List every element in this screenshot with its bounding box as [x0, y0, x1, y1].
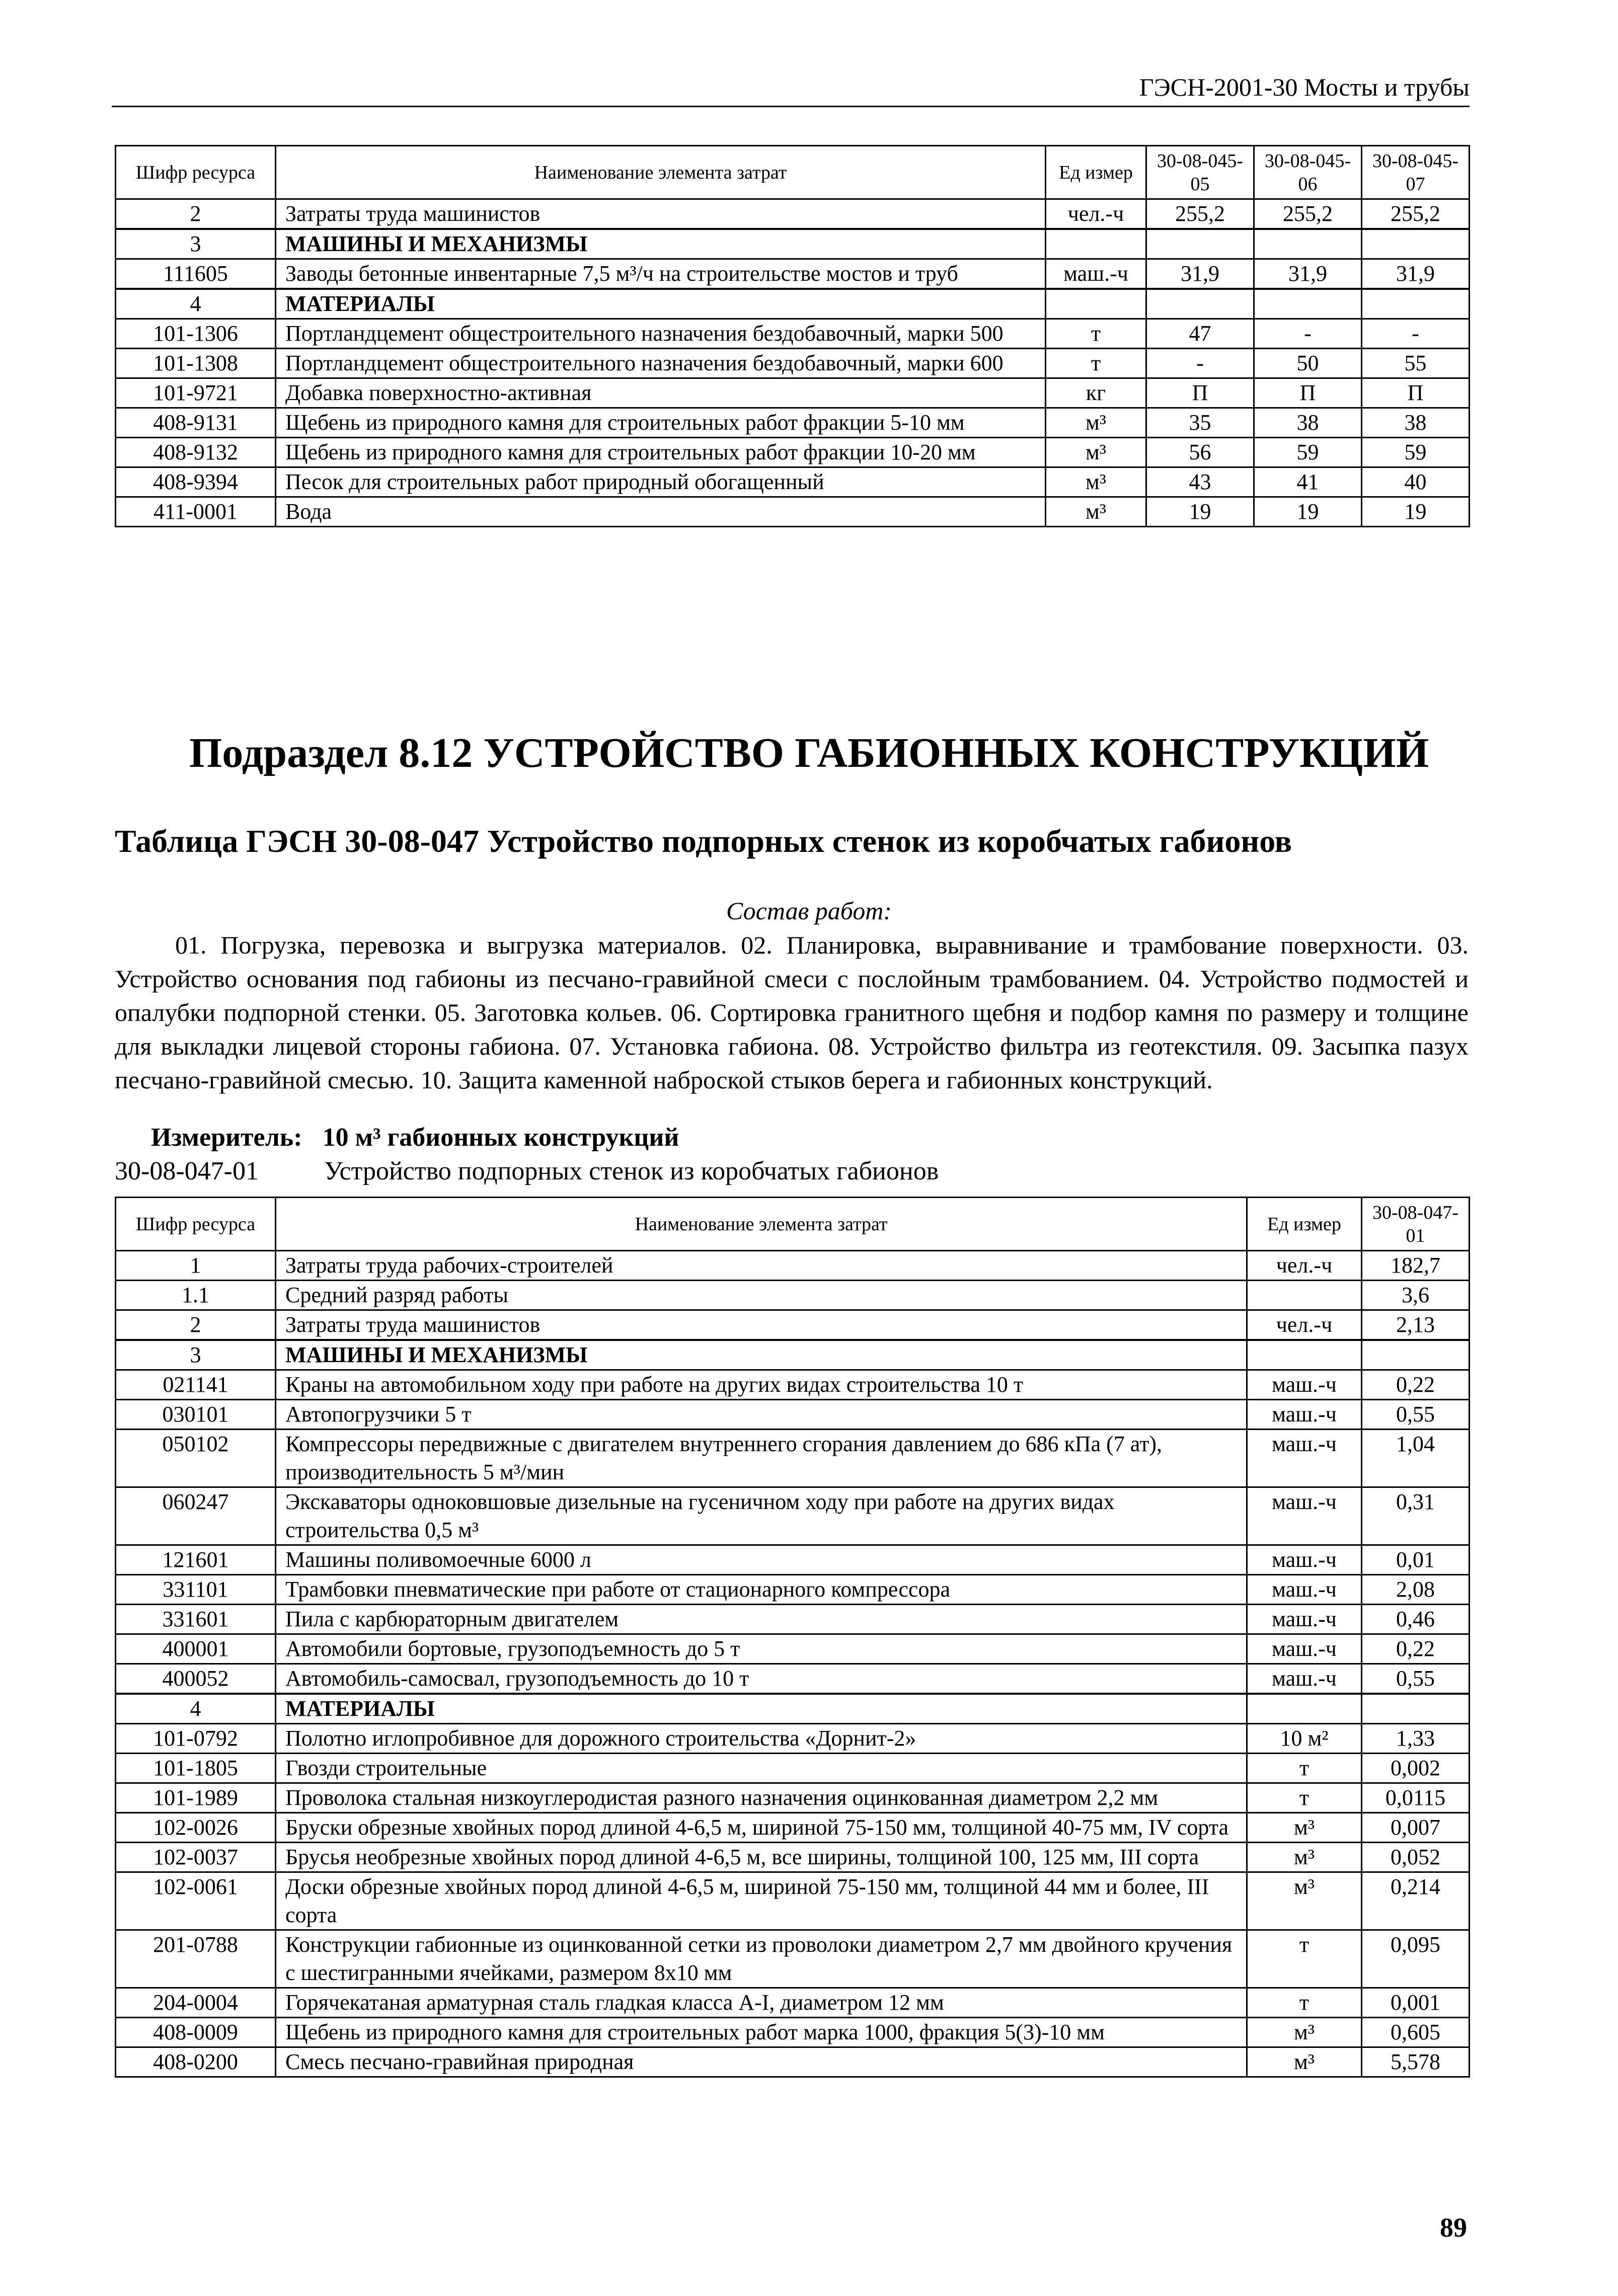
table-row: [116, 2018, 1470, 2047]
table-title: Таблица ГЭСН 30-08-047 Устройство подпорных стенок из коробчатых габионов: [115, 823, 1292, 859]
resource-code: 201-0788: [116, 1930, 276, 1988]
resource-code: 400001: [116, 1634, 276, 1664]
norm-value: 59: [1362, 438, 1470, 467]
norm-value: 0,001: [1362, 1988, 1470, 2018]
resource-code: 3: [116, 1340, 276, 1370]
table-body: [116, 1251, 1470, 2077]
table-row: [116, 319, 1470, 349]
unit: маш.-ч: [1046, 259, 1146, 289]
norm-value: 38: [1254, 408, 1362, 438]
table-row: [116, 1487, 1470, 1545]
resource-name: Затраты труда машинистов: [276, 1310, 1247, 1340]
table-row: [116, 1281, 1470, 1310]
norm-value: 255,2: [1254, 199, 1362, 229]
table-header-row: [116, 146, 1470, 199]
resource-code: 1: [116, 1251, 276, 1281]
norm-value: [1362, 289, 1470, 319]
table-row: [116, 1575, 1470, 1605]
resource-name: Экскаваторы одноковшовые дизельные на гусеничном ходу при работе на других видах строительства 0,5 м³: [276, 1487, 1247, 1545]
norm-value: [1362, 1694, 1470, 1724]
norm-value: 0,605: [1362, 2018, 1470, 2047]
col-header-name: Наименование элемента затрат: [276, 1198, 1247, 1251]
unit: м³: [1247, 1843, 1362, 1872]
unit: маш.-ч: [1247, 1634, 1362, 1664]
resource-code: 101-1306: [116, 319, 276, 349]
resource-name: Горячекатаная арматурная сталь гладкая класса А-I, диаметром 12 мм: [276, 1988, 1247, 2018]
resource-name: Пила с карбюраторным двигателем: [276, 1605, 1247, 1634]
table-row: [116, 467, 1470, 497]
norm-value: 182,7: [1362, 1251, 1470, 1281]
norm-value: 0,22: [1362, 1634, 1470, 1664]
unit: маш.-ч: [1247, 1370, 1362, 1400]
norm-value: -: [1146, 349, 1254, 378]
unit: м³: [1046, 408, 1146, 438]
norm-value: 0,22: [1362, 1370, 1470, 1400]
measure-line: [151, 1125, 679, 1151]
resource-name: Вода: [276, 497, 1046, 527]
unit: [1247, 1694, 1362, 1724]
norm-value: 0,55: [1362, 1664, 1470, 1694]
table-header-row: [116, 1198, 1470, 1251]
unit: маш.-ч: [1247, 1545, 1362, 1575]
resource-name: Щебень из природного камня для строительных работ фракции 5-10 мм: [276, 408, 1046, 438]
running-header-title: ГЭСН-2001-30 Мосты и трубы: [1139, 73, 1470, 101]
resource-name: Смесь песчано-гравийная природная: [276, 2047, 1247, 2077]
norm-value: 31,9: [1254, 259, 1362, 289]
norm-value: 19: [1362, 497, 1470, 527]
resource-code: 4: [116, 1694, 276, 1724]
table-row: [116, 408, 1470, 438]
resource-code: 101-1989: [116, 1783, 276, 1813]
resource-name: Щебень из природного камня для строительных работ фракции 10-20 мм: [276, 438, 1046, 467]
norm-value: 0,46: [1362, 1605, 1470, 1634]
table-row: [116, 1545, 1470, 1575]
table-row: [116, 1634, 1470, 1664]
unit: чел.-ч: [1247, 1251, 1362, 1281]
table-row: [116, 1783, 1470, 1813]
table-body: [116, 199, 1470, 527]
unit: маш.-ч: [1247, 1664, 1362, 1694]
norm-value: 0,095: [1362, 1930, 1470, 1988]
table-row: [116, 259, 1470, 289]
composition-text: 01. Погрузка, перевозка и выгрузка материалов. 02. Планировка, выравнивание и трамбование поверхности. 03. Устройство основания под габионы из песчано-гравийной смеси с послойным трамбованием. 04. Устройство подмостей и опалубки подпорной стенки. 05. Заготовка кольев. 06. Сортировка гранитного щебня и подбор камня по размеру и толщине для выкладки лицевой стороны габиона. 07. Установка габиона. 08. Устройство фильтра из геотекстиля. 09. Засыпка пазух песчано-гравийной смесью. 10. Защита каменной наброской стыков берега и габионных конструкций.: [115, 931, 1469, 1094]
section-row: [116, 1340, 1470, 1370]
norm-value: -: [1254, 319, 1362, 349]
resource-name: Портландцемент общестроительного назначения бездобавочный, марки 500: [276, 319, 1046, 349]
norm-value: 55: [1362, 349, 1470, 378]
norm-value: П: [1254, 378, 1362, 408]
norm-code-line: [115, 1158, 939, 1184]
resource-code: 2: [116, 1310, 276, 1340]
unit: 10 м²: [1247, 1724, 1362, 1754]
resource-code: 400052: [116, 1664, 276, 1694]
resource-name: Бруски обрезные хвойных пород длиной 4-6,5 м, шириной 75-150 мм, толщиной 40-75 мм, IV сорта: [276, 1813, 1247, 1843]
resource-name: Трамбовки пневматические при работе от стационарного компрессора: [276, 1575, 1247, 1605]
norm-value: 0,55: [1362, 1400, 1470, 1430]
col-header-code: Шифр ресурса: [116, 1198, 276, 1251]
resource-name: Средний разряд работы: [276, 1281, 1247, 1310]
table-row: [116, 1988, 1470, 2018]
table-row: [116, 1843, 1470, 1872]
norm-value: 0,01: [1362, 1545, 1470, 1575]
running-header: [112, 74, 1470, 107]
unit: м³: [1046, 497, 1146, 527]
norm-value: П: [1146, 378, 1254, 408]
table-row: [116, 199, 1470, 229]
unit: маш.-ч: [1247, 1605, 1362, 1634]
norm-value: 40: [1362, 467, 1470, 497]
resource-name: Затраты труда рабочих-строителей: [276, 1251, 1247, 1281]
resource-code: 331101: [116, 1575, 276, 1605]
resource-name: Брусья необрезные хвойных пород длиной 4-6,5 м, все ширины, толщиной 100, 125 мм, III сорта: [276, 1843, 1247, 1872]
table-row: [116, 1664, 1470, 1694]
norm-code: 30-08-047-01: [115, 1157, 259, 1185]
unit: [1247, 1281, 1362, 1310]
resource-code: 3: [116, 229, 276, 259]
table-row: [116, 2047, 1470, 2077]
unit: чел.-ч: [1046, 199, 1146, 229]
resource-code: 1.1: [116, 1281, 276, 1310]
resource-name: МАШИНЫ И МЕХАНИЗМЫ: [276, 229, 1046, 259]
resource-code: 101-9721: [116, 378, 276, 408]
norm-value: 2,08: [1362, 1575, 1470, 1605]
resource-name: Автомобиль-самосвал, грузоподъемность до 10 т: [276, 1664, 1247, 1694]
table-row: [116, 1930, 1470, 1988]
resource-code: 408-0200: [116, 2047, 276, 2077]
resource-code: 101-1805: [116, 1754, 276, 1783]
resource-code: 102-0037: [116, 1843, 276, 1872]
resource-code: 030101: [116, 1400, 276, 1430]
norm-value: 0,0115: [1362, 1783, 1470, 1813]
unit: м³: [1247, 1872, 1362, 1930]
unit: т: [1247, 1930, 1362, 1988]
norm-value: 59: [1254, 438, 1362, 467]
table-row: [116, 1310, 1470, 1340]
norm-value: 19: [1254, 497, 1362, 527]
unit: [1046, 229, 1146, 259]
norm-value: [1254, 229, 1362, 259]
resource-code: 060247: [116, 1487, 276, 1545]
unit: [1046, 289, 1146, 319]
col-header-name: Наименование элемента затрат: [276, 146, 1046, 199]
resource-name: МАТЕРИАЛЫ: [276, 289, 1046, 319]
col-header-norm: 30-08-045-07: [1362, 146, 1470, 199]
resource-name: Автомобили бортовые, грузоподъемность до 5 т: [276, 1634, 1247, 1664]
norm-value: [1146, 229, 1254, 259]
norm-value: 56: [1146, 438, 1254, 467]
norm-value: 255,2: [1146, 199, 1254, 229]
resource-name: Полотно иглопробивное для дорожного строительства «Дорнит-2»: [276, 1724, 1247, 1754]
resource-code: 411-0001: [116, 497, 276, 527]
table-row: [116, 1872, 1470, 1930]
resource-name: Гвозди строительные: [276, 1754, 1247, 1783]
norm-value: 41: [1254, 467, 1362, 497]
resource-name: Песок для строительных работ природный обогащенный: [276, 467, 1046, 497]
norm-value: 31,9: [1146, 259, 1254, 289]
section-row: [116, 1694, 1470, 1724]
unit: м³: [1046, 467, 1146, 497]
resource-name: Портландцемент общестроительного назначения бездобавочный, марки 600: [276, 349, 1046, 378]
resource-code: 2: [116, 199, 276, 229]
unit: т: [1247, 1988, 1362, 2018]
composition-heading: Состав работ:: [726, 897, 892, 925]
norm-value: 43: [1146, 467, 1254, 497]
unit: т: [1247, 1754, 1362, 1783]
unit: маш.-ч: [1247, 1430, 1362, 1487]
norm-value: 35: [1146, 408, 1254, 438]
unit: м³: [1247, 2047, 1362, 2077]
resource-name: Машины поливомоечные 6000 л: [276, 1545, 1247, 1575]
resource-code: 101-1308: [116, 349, 276, 378]
norm-value: 0,002: [1362, 1754, 1470, 1783]
resource-name: Добавка поверхностно-активная: [276, 378, 1046, 408]
norm-value: 1,33: [1362, 1724, 1470, 1754]
norm-value: 1,04: [1362, 1430, 1470, 1487]
resource-name: Конструкции габионные из оцинкованной сетки из проволоки диаметром 2,7 мм двойного кручения с шестигранными ячейками, размером 8х10 мм: [276, 1930, 1247, 1988]
resource-code: 021141: [116, 1370, 276, 1400]
resource-code: 408-9131: [116, 408, 276, 438]
unit: т: [1247, 1783, 1362, 1813]
norm-value: [1362, 229, 1470, 259]
unit: маш.-ч: [1247, 1575, 1362, 1605]
norm-description: Устройство подпорных стенок из коробчатых габионов: [324, 1157, 939, 1185]
unit: м³: [1247, 2018, 1362, 2047]
norm-value: [1362, 1340, 1470, 1370]
resource-code: 4: [116, 289, 276, 319]
norm-value: 255,2: [1362, 199, 1470, 229]
resource-table-047: [115, 1197, 1470, 2078]
section-row: [116, 289, 1470, 319]
norm-value: 47: [1146, 319, 1254, 349]
table-row: [116, 497, 1470, 527]
resource-code: 111605: [116, 259, 276, 289]
resource-name: Компрессоры передвижные с двигателем внутреннего сгорания давлением до 686 кПа (7 ат), производительность 5 м³/мин: [276, 1430, 1247, 1487]
unit: маш.-ч: [1247, 1400, 1362, 1430]
resource-name: Затраты труда машинистов: [276, 199, 1046, 229]
page-number: 89: [1440, 2212, 1467, 2243]
norm-value: 19: [1146, 497, 1254, 527]
section-row: [116, 229, 1470, 259]
col-header-norm: 30-08-047-01: [1362, 1198, 1470, 1251]
resource-name: Краны на автомобильном ходу при работе на других видах строительства 10 т: [276, 1370, 1247, 1400]
col-header-unit: Ед измер: [1247, 1198, 1362, 1251]
unit: [1247, 1340, 1362, 1370]
unit: маш.-ч: [1247, 1487, 1362, 1545]
table-row: [116, 349, 1470, 378]
unit: т: [1046, 319, 1146, 349]
resource-code: 102-0061: [116, 1872, 276, 1930]
table-row: [116, 1605, 1470, 1634]
resource-table-045: [115, 145, 1470, 527]
col-header-norm: 30-08-045-05: [1146, 146, 1254, 199]
table-row: [116, 378, 1470, 408]
unit: кг: [1046, 378, 1146, 408]
norm-value: П: [1362, 378, 1470, 408]
unit: т: [1046, 349, 1146, 378]
resource-code: 408-9394: [116, 467, 276, 497]
norm-value: 38: [1362, 408, 1470, 438]
unit: чел.-ч: [1247, 1310, 1362, 1340]
resource-code: 050102: [116, 1430, 276, 1487]
resource-name: МАТЕРИАЛЫ: [276, 1694, 1247, 1724]
col-header-code: Шифр ресурса: [116, 146, 276, 199]
resource-name: Автопогрузчики 5 т: [276, 1400, 1247, 1430]
norm-value: 50: [1254, 349, 1362, 378]
col-header-unit: Ед измер: [1046, 146, 1146, 199]
norm-value: 31,9: [1362, 259, 1470, 289]
norm-value: 0,214: [1362, 1872, 1470, 1930]
resource-name: Проволока стальная низкоуглеродистая разного назначения оцинкованная диаметром 2,2 мм: [276, 1783, 1247, 1813]
table-row: [116, 1754, 1470, 1783]
resource-code: 121601: [116, 1545, 276, 1575]
table-row: [116, 1400, 1470, 1430]
norm-value: 5,578: [1362, 2047, 1470, 2077]
norm-value: 3,6: [1362, 1281, 1470, 1310]
col-header-norm: 30-08-045-06: [1254, 146, 1362, 199]
norm-value: [1254, 289, 1362, 319]
measure-label: Измеритель:: [151, 1123, 302, 1152]
measure-value: 10 м³ габионных конструкций: [322, 1123, 679, 1152]
norm-value: 0,31: [1362, 1487, 1470, 1545]
table-row: [116, 1813, 1470, 1843]
table-row: [116, 438, 1470, 467]
table-row: [116, 1724, 1470, 1754]
norm-value: 0,007: [1362, 1813, 1470, 1843]
norm-value: -: [1362, 319, 1470, 349]
resource-name: Заводы бетонные инвентарные 7,5 м³/ч на строительстве мостов и труб: [276, 259, 1046, 289]
resource-code: 204-0004: [116, 1988, 276, 2018]
norm-value: 2,13: [1362, 1310, 1470, 1340]
unit: м³: [1046, 438, 1146, 467]
resource-code: 101-0792: [116, 1724, 276, 1754]
table-row: [116, 1251, 1470, 1281]
resource-code: 102-0026: [116, 1813, 276, 1843]
resource-name: МАШИНЫ И МЕХАНИЗМЫ: [276, 1340, 1247, 1370]
subsection-title: Подраздел 8.12 УСТРОЙСТВО ГАБИОННЫХ КОНСТРУКЦИЙ: [189, 730, 1429, 776]
table-row: [116, 1430, 1470, 1487]
norm-value: 0,052: [1362, 1843, 1470, 1872]
resource-code: 408-0009: [116, 2018, 276, 2047]
resource-name: Доски обрезные хвойных пород длиной 4-6,5 м, шириной 75-150 мм, толщиной 44 мм и более, III сорта: [276, 1872, 1247, 1930]
norm-value: [1146, 289, 1254, 319]
table-row: [116, 1370, 1470, 1400]
unit: м³: [1247, 1813, 1362, 1843]
resource-name: Щебень из природного камня для строительных работ марка 1000, фракция 5(3)-10 мм: [276, 2018, 1247, 2047]
resource-code: 331601: [116, 1605, 276, 1634]
resource-code: 408-9132: [116, 438, 276, 467]
